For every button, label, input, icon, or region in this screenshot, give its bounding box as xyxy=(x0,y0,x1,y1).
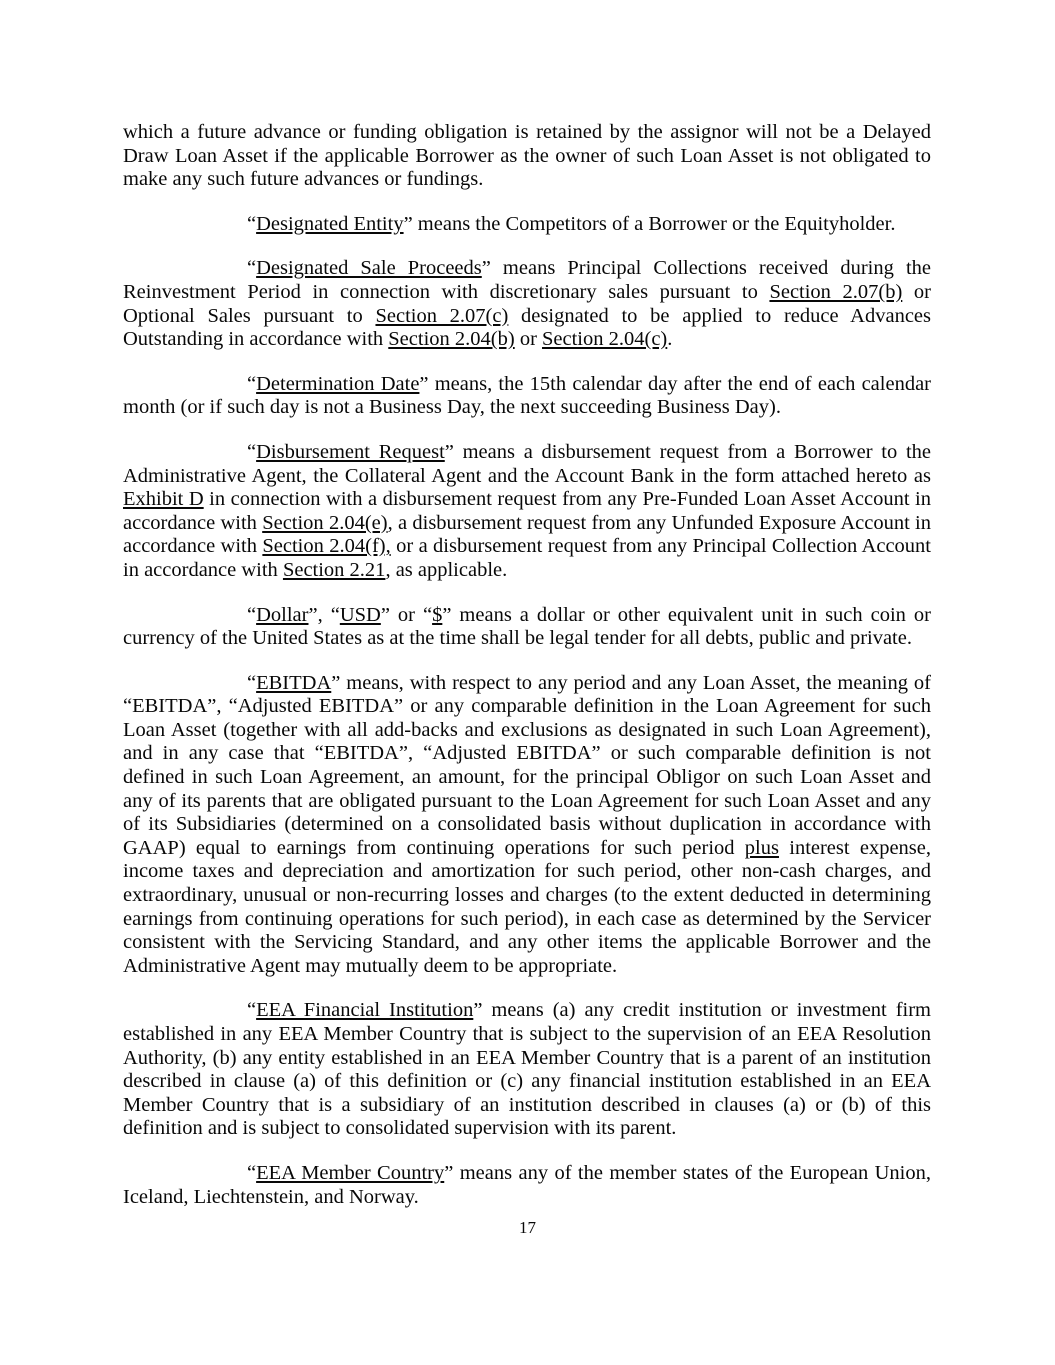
section-reference: Section 2.04(f), xyxy=(262,535,391,558)
text-run: “ xyxy=(247,257,257,280)
defined-term: EBITDA xyxy=(256,671,332,694)
section-reference: Section 2.04(c) xyxy=(542,328,668,351)
text-run: “ xyxy=(247,212,257,235)
text-run: or Optional Sales pursuant to xyxy=(123,280,931,327)
text-run: “ xyxy=(247,603,257,626)
text-run: ” means, the 15th calendar day after the end of each calendar month (or if such day is not a Business Day, the next succeeding Business Day). xyxy=(123,372,931,419)
text-run: interest expense, income taxes and depreciation and amortization for such period, other non-cash charges, and extraordinary, unusual or non-recurring losses and charges (to the extent deducted in determining earnings from continuing operations for such period), in each case as determined by the Servicer consistent with the Servicing Standard, and any other items the applicable Borrower and the Administrative Agent may mutually deem to be appropriate. xyxy=(123,836,931,977)
defined-term: Designated Sale Proceeds xyxy=(256,257,482,280)
text-run: “ xyxy=(247,1161,257,1184)
text-run: ” or “ xyxy=(380,603,433,626)
defined-term: USD xyxy=(339,603,381,626)
section-reference: Section 2.21 xyxy=(282,558,386,581)
text-run: ” means any of the member states of the European Union, Iceland, Liechtenstein, and Norway. xyxy=(123,1161,931,1208)
defined-term: $ xyxy=(432,603,443,626)
text-run: which a future advance or funding obligation is retained by the assignor will not be a Delayed Draw Loan Asset if the applicable Borrower as the owner of such Loan Asset is not obligated to make any such future advances or fundings. xyxy=(123,121,931,191)
text-run: in connection with a disbursement request from any Pre-Funded Loan Asset Account in accordance with xyxy=(123,488,931,534)
text-run: ” means Principal Collections received during the Reinvestment Period in connection with discretionary sales pursuant to xyxy=(123,257,931,303)
text-run: or a disbursement request from any Principal Collection Account in accordance with xyxy=(123,535,931,581)
text-run: designated to be applied to reduce Advances Outstanding in accordance with xyxy=(123,304,931,351)
paragraph xyxy=(123,441,931,583)
paragraph xyxy=(123,672,931,979)
section-reference: Section 2.04(b) xyxy=(388,328,515,351)
paragraph xyxy=(123,213,931,237)
paragraph xyxy=(123,604,931,651)
paragraph xyxy=(123,373,931,420)
text-run: “ xyxy=(247,372,257,395)
defined-term: EEA Financial Institution xyxy=(256,999,474,1022)
paragraph xyxy=(123,121,931,192)
text-run: “ xyxy=(247,999,257,1022)
text-run: ” means, with respect to any period and any Loan Asset, the meaning of “EBITDA”, “Adjusted EBITDA” or any comparable definition in the Loan Agreement for such Loan Asset (together with all add-backs and exclusions as designated in such Loan Agreement), and in any case that “EBITDA”, “Adjusted EBITDA” or such comparable definition is not defined in such Loan Agreement, an amount, for the principal Obligor on such Loan Asset and any of its parents that are obligated pursuant to the Loan Agreement for such Loan Asset and any of its Subsidiaries (determined on a consolidated basis without duplication in accordance with GAAP) equal to earnings from continuing operations for such period xyxy=(123,671,931,859)
text-run: ” means a disbursement request from a Borrower to the Administrative Agent, the Collateral Agent and the Account Bank in the form attached hereto as xyxy=(123,440,931,487)
paragraph xyxy=(123,257,931,351)
paragraph xyxy=(123,999,931,1141)
emphasized-term: plus xyxy=(744,836,779,859)
defined-term: EEA Member Country xyxy=(256,1161,445,1184)
text-run: or xyxy=(514,328,543,351)
text-run: , a disbursement request from any Unfunded Exposure Account in accordance with xyxy=(123,511,931,558)
text-run: “ xyxy=(247,671,257,694)
text-run: ”, “ xyxy=(308,603,340,626)
document-body xyxy=(123,121,931,1209)
defined-term: Dollar xyxy=(256,603,309,626)
text-run: ” means the Competitors of a Borrower or the Equityholder. xyxy=(403,212,896,235)
text-run: ” means (a) any credit institution or investment firm established in any EEA Member Country that is subject to the supervision of an EEA Resolution Authority, (b) any entity established in an EEA Member Country that is a parent of an institution described in clause (a) of this definition or (c) any financial institution established in an EEA Member Country that is a subsidiary of an institution described in clauses (a) or (b) of this definition and is subject to consolidated supervision with its parent. xyxy=(123,999,931,1140)
text-run: ” means a dollar or other equivalent unit in such coin or currency of the United States as at the time shall be legal tender for all debts, public and private. xyxy=(123,603,931,650)
text-run: , as applicable. xyxy=(385,558,508,581)
paragraph xyxy=(123,1162,931,1209)
section-reference: Section 2.07(c) xyxy=(375,304,509,327)
exhibit-reference: Exhibit D xyxy=(123,488,204,511)
text-run: “ xyxy=(247,440,257,463)
section-reference: Section 2.07(b) xyxy=(769,280,903,303)
section-reference: Section 2.04(e) xyxy=(262,511,388,534)
defined-term: Disbursement Request xyxy=(256,440,445,463)
page-number: 17 xyxy=(519,1218,536,1237)
defined-term: Determination Date xyxy=(256,372,420,395)
text-run: . xyxy=(667,328,673,351)
defined-term: Designated Entity xyxy=(256,212,404,235)
